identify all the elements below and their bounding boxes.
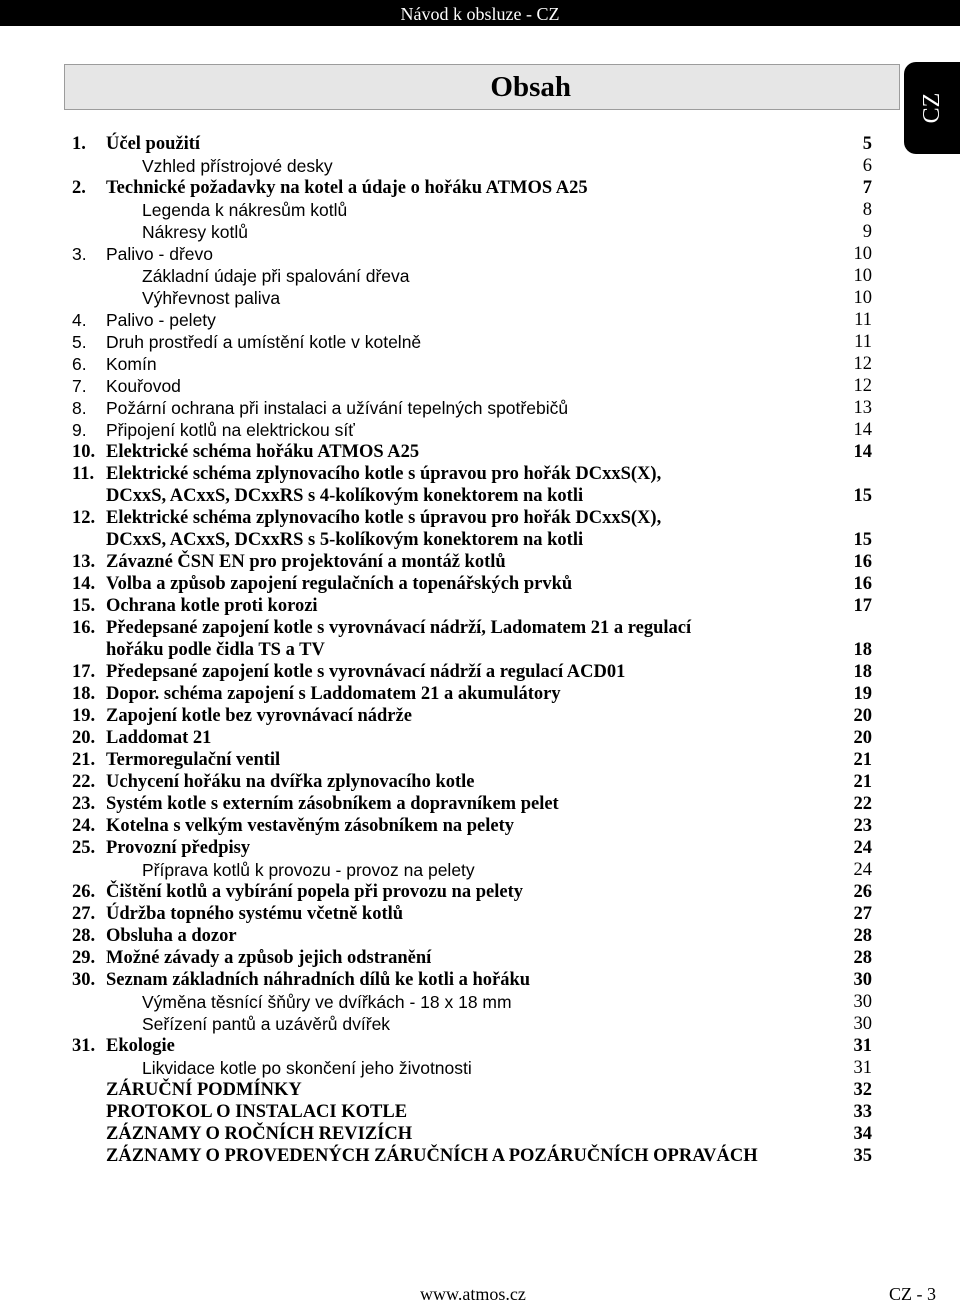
toc-entry[interactable] [0, 1101, 960, 1123]
toc-entry-number: 7. [72, 376, 87, 396]
toc-entry[interactable] [0, 1145, 960, 1167]
toc-entry-number: 6. [72, 354, 87, 374]
toc-entry[interactable] [0, 1035, 960, 1057]
toc-entry-number: 5. [72, 332, 87, 352]
toc-entry[interactable] [0, 507, 960, 529]
toc-entry[interactable] [0, 903, 960, 925]
toc-entry-page: 11 [854, 310, 872, 330]
toc-entry-page: 23 [853, 816, 872, 836]
toc-entry[interactable] [0, 441, 960, 463]
toc-entry[interactable] [0, 859, 960, 881]
toc-entry-number: 16. [72, 618, 96, 638]
toc-entry-page: 20 [853, 728, 872, 748]
toc-entry-page: 14 [853, 420, 872, 440]
toc-entry-title: ZÁZNAMY O PROVEDENÝCH ZÁRUČNÍCH A POZÁRUČNÍCH OPRAVÁCH [106, 1146, 758, 1166]
toc-entry-number: 30. [72, 970, 96, 990]
toc-entry-title: Předepsané zapojení kotle s vyrovnávací nádrží, Ladomatem 21 a regulací [106, 618, 692, 638]
toc-entry-title: Kotelna s velkým vestavěným zásobníkem na pelety [106, 816, 515, 836]
toc-entry-number: 15. [72, 596, 96, 616]
toc-entry-title: DCxxS, ACxxS, DCxxRS s 5-kolíkovým konektorem na kotli [106, 530, 584, 550]
toc-entry-number: 11. [72, 464, 95, 484]
toc-entry-page: 34 [853, 1124, 872, 1144]
toc-entry-title: Komín [106, 354, 157, 374]
toc-entry-page: 30 [853, 970, 872, 990]
toc-entry-number: 10. [72, 442, 96, 462]
toc-entry-number: 19. [72, 706, 96, 726]
toc-entry-title: Elektrické schéma zplynovacího kotle s úpravou pro hořák DCxxS(X), [106, 464, 662, 484]
toc-entry[interactable] [0, 331, 960, 353]
toc-entry-page: 26 [853, 882, 872, 902]
toc-entry-number: 17. [72, 662, 96, 682]
toc-entry-page: 17 [853, 596, 872, 616]
toc-entry-number: 8. [72, 398, 87, 418]
toc-entry-number: 24. [72, 816, 96, 836]
toc-entry-page: 11 [854, 332, 872, 352]
toc-entry[interactable] [0, 947, 960, 969]
toc-entry-title: Ekologie [106, 1036, 175, 1056]
table-of-contents [0, 133, 960, 1167]
toc-entry[interactable] [0, 573, 960, 595]
toc-entry[interactable] [0, 551, 960, 573]
toc-entry-title: Druh prostředí a umístění kotle v kotelně [106, 332, 422, 352]
toc-entry[interactable] [0, 287, 960, 309]
toc-entry-page: 16 [853, 574, 872, 594]
toc-entry-page: 18 [853, 662, 872, 682]
toc-entry-page: 20 [853, 706, 872, 726]
toc-entry[interactable] [0, 815, 960, 837]
toc-entry-title: Dopor. schéma zapojení s Laddomatem 21 a akumulátory [106, 684, 561, 704]
toc-entry-title: hořáku podle čidla TS a TV [106, 640, 325, 660]
toc-entry-page: 14 [853, 442, 872, 462]
toc-entry-title: Příprava kotlů k provozu - provoz na pelety [142, 860, 475, 880]
toc-entry[interactable] [0, 243, 960, 265]
toc-entry-page: 32 [853, 1080, 872, 1100]
toc-entry-title: Čištění kotlů a vybírání popela při provozu na pelety [106, 882, 523, 902]
toc-entry[interactable] [0, 617, 960, 639]
toc-entry-page: 9 [862, 222, 872, 242]
header-title: Návod k obsluze - CZ [400, 4, 560, 24]
toc-entry-title: Obsluha a dozor [106, 926, 237, 946]
toc-entry[interactable] [0, 221, 960, 243]
toc-entry[interactable] [0, 881, 960, 903]
toc-entry-number: 26. [72, 882, 96, 902]
toc-entry[interactable] [0, 727, 960, 749]
toc-entry-title: Likvidace kotle po skončení jeho životnosti [142, 1058, 472, 1078]
toc-entry[interactable] [0, 309, 960, 331]
toc-entry-title: Palivo - pelety [106, 310, 216, 330]
toc-entry[interactable] [0, 793, 960, 815]
toc-entry-title: Připojení kotlů na elektrickou síť [106, 420, 355, 440]
toc-entry-page: 31 [853, 1058, 872, 1078]
toc-entry-title: Elektrické schéma zplynovacího kotle s úpravou pro hořák DCxxS(X), [106, 508, 662, 528]
toc-entry-title: Legenda k nákresům kotlů [142, 200, 348, 220]
toc-entry[interactable] [0, 155, 960, 177]
toc-entry-page: 12 [853, 354, 872, 374]
toc-entry-number: 27. [72, 904, 96, 924]
toc-entry-number: 14. [72, 574, 96, 594]
toc-entry-number: 20. [72, 728, 96, 748]
toc-entry-page: 12 [853, 376, 872, 396]
toc-entry[interactable] [0, 1057, 960, 1079]
toc-entry-title: Výhřevnost paliva [142, 288, 281, 308]
toc-entry[interactable] [0, 199, 960, 221]
toc-entry-page: 28 [853, 948, 872, 968]
toc-entry-title: Uchycení hořáku na dvířka zplynovacího kotle [106, 772, 475, 792]
toc-entry-page: 21 [853, 772, 872, 792]
toc-entry-title: Seznam základních náhradních dílů ke kotli a hořáku [106, 970, 531, 990]
toc-entry-page: 24 [853, 860, 872, 880]
language-tab-label: CZ [918, 92, 945, 124]
toc-entry[interactable] [0, 529, 960, 551]
toc-entry-title: Laddomat 21 [106, 728, 212, 748]
toc-entry-title: Možné závady a způsob jejich odstranění [106, 948, 432, 968]
toc-entry-number: 3. [72, 244, 87, 264]
toc-entry[interactable] [0, 705, 960, 727]
toc-entry-page: 15 [853, 530, 872, 550]
toc-entry-number: 25. [72, 838, 96, 858]
toc-entry-number: 21. [72, 750, 96, 770]
toc-entry-title: PROTOKOL O INSTALACI KOTLE [106, 1102, 408, 1122]
toc-entry-page: 27 [853, 904, 872, 924]
toc-entry-page: 33 [853, 1102, 872, 1122]
toc-entry-title: Účel použití [106, 134, 201, 154]
footer-url[interactable]: www.atmos.cz [420, 1284, 526, 1304]
toc-entry-page: 18 [853, 640, 872, 660]
toc-entry-title: Závazné ČSN EN pro projektování a montáž kotlů [106, 552, 506, 572]
toc-entry-page: 19 [853, 684, 872, 704]
toc-entry-number: 31. [72, 1036, 96, 1056]
toc-entry-title: DCxxS, ACxxS, DCxxRS s 4-kolíkovým konektorem na kotli [106, 486, 584, 506]
toc-entry[interactable] [0, 925, 960, 947]
toc-entry-page: 15 [853, 486, 872, 506]
toc-entry-page: 13 [853, 398, 872, 418]
toc-entry-page: 28 [853, 926, 872, 946]
toc-entry[interactable] [0, 595, 960, 617]
toc-entry-number: 9. [72, 420, 87, 440]
toc-entry[interactable] [0, 969, 960, 991]
toc-entry[interactable] [0, 683, 960, 705]
toc-entry-title: Údržba topného systému včetně kotlů [106, 904, 404, 924]
toc-entry[interactable] [0, 1013, 960, 1035]
toc-entry[interactable] [0, 265, 960, 287]
toc-entry-page: 31 [853, 1036, 872, 1056]
toc-entry-page: 7 [862, 178, 872, 198]
toc-entry-title: Palivo - dřevo [106, 244, 213, 264]
toc-entry[interactable] [0, 661, 960, 683]
toc-entry[interactable] [0, 749, 960, 771]
toc-entry[interactable] [0, 639, 960, 661]
toc-entry-page: 5 [862, 134, 872, 154]
page-title: Obsah [490, 71, 571, 103]
toc-entry-number: 13. [72, 552, 96, 572]
toc-entry-number: 22. [72, 772, 96, 792]
toc-entry[interactable] [0, 419, 960, 441]
toc-entry-page: 35 [853, 1146, 872, 1166]
toc-entry-title: Zapojení kotle bez vyrovnávací nádrže [106, 706, 412, 726]
toc-entry-number: 18. [72, 684, 96, 704]
toc-entry[interactable] [0, 1123, 960, 1145]
toc-entry[interactable] [0, 485, 960, 507]
toc-entry-page: 30 [853, 992, 872, 1012]
toc-entry-number: 4. [72, 310, 87, 330]
toc-entry-title: Předepsané zapojení kotle s vyrovnávací nádrží a regulací ACD01 [106, 662, 626, 682]
toc-entry[interactable] [0, 991, 960, 1013]
toc-entry-page: 10 [853, 244, 872, 264]
toc-entry-title: Seřízení pantů a uzávěrů dvířek [142, 1014, 391, 1034]
toc-entry-page: 16 [853, 552, 872, 572]
toc-entry-title: Termoregulační ventil [106, 750, 281, 770]
toc-entry-title: ZÁZNAMY O ROČNÍCH REVIZÍCH [106, 1124, 413, 1144]
toc-entry-page: 6 [862, 156, 872, 176]
toc-entry-title: Nákresy kotlů [142, 222, 249, 242]
toc-entry-page: 24 [853, 838, 872, 858]
toc-entry[interactable] [0, 837, 960, 859]
toc-entry-number: 29. [72, 948, 96, 968]
toc-entry-page: 10 [853, 288, 872, 308]
toc-entry-title: Požární ochrana při instalaci a užívání tepelných spotřebičů [106, 398, 569, 418]
toc-entry-number: 23. [72, 794, 96, 814]
toc-entry-title: Vzhled přístrojové desky [142, 156, 333, 176]
toc-entry[interactable] [0, 397, 960, 419]
toc-entry-number: 28. [72, 926, 96, 946]
footer-page-number: CZ - 3 [889, 1284, 936, 1304]
toc-entry[interactable] [0, 177, 960, 199]
toc-entry-number: 12. [72, 508, 96, 528]
header-bar [0, 0, 960, 26]
toc-entry-title: Elektrické schéma hořáku ATMOS A25 [106, 442, 420, 462]
toc-entry-title: Základní údaje při spalování dřeva [142, 266, 410, 286]
toc-entry-page: 22 [853, 794, 872, 814]
toc-entry-page: 30 [853, 1014, 872, 1034]
toc-entry-number: 2. [72, 178, 86, 198]
toc-entry[interactable] [0, 771, 960, 793]
toc-entry[interactable] [0, 353, 960, 375]
toc-entry-page: 8 [862, 200, 872, 220]
toc-entry-title: Volba a způsob zapojení regulačních a topenářských prvků [106, 574, 573, 594]
toc-entry-title: Systém kotle s externím zásobníkem a dopravníkem pelet [106, 794, 559, 814]
toc-entry-title: Ochrana kotle proti korozi [106, 596, 318, 616]
toc-entry-title: Kouřovod [106, 376, 181, 396]
toc-entry[interactable] [0, 375, 960, 397]
toc-entry-page: 10 [853, 266, 872, 286]
toc-entry-number: 1. [72, 134, 86, 154]
toc-entry-title: Výměna těsnící šňůry ve dvířkách - 18 x 18 mm [142, 992, 512, 1012]
toc-entry-title: ZÁRUČNÍ PODMÍNKY [106, 1080, 302, 1100]
toc-entry[interactable] [0, 463, 960, 485]
toc-entry[interactable] [0, 133, 960, 155]
title-box [64, 64, 900, 110]
toc-entry-title: Technické požadavky na kotel a údaje o hořáku ATMOS A25 [106, 178, 588, 198]
toc-entry[interactable] [0, 1079, 960, 1101]
toc-entry-page: 21 [853, 750, 872, 770]
toc-entry-title: Provozní předpisy [106, 838, 251, 858]
